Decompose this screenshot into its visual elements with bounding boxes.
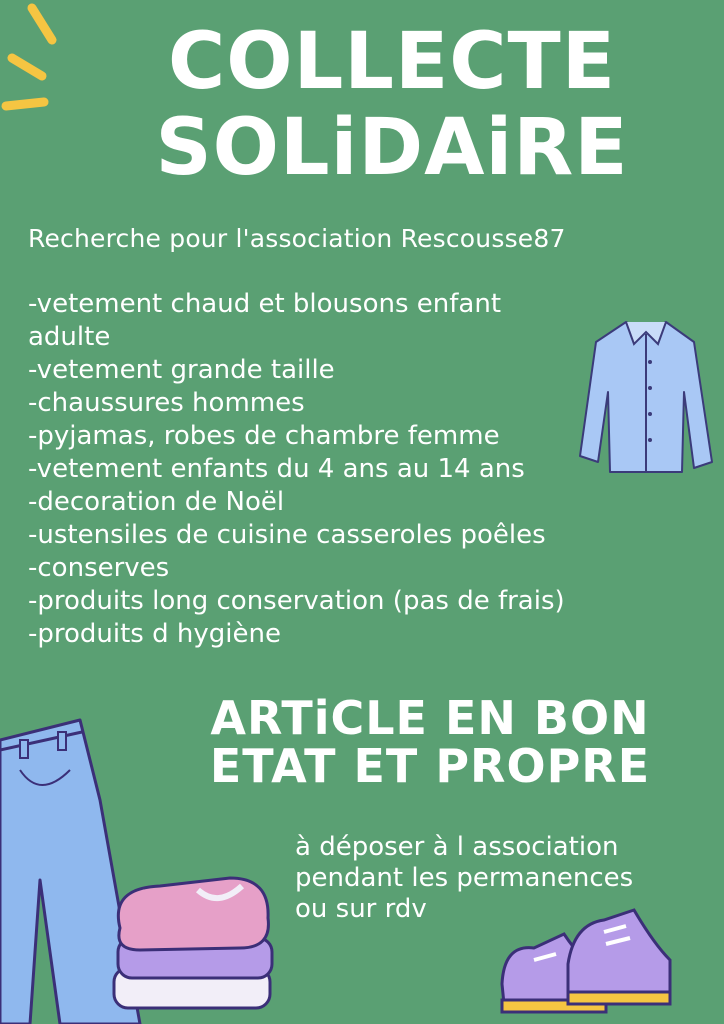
title-line-2: SOLiDAiRE <box>155 103 629 193</box>
list-item: -produits d hygiène <box>28 619 281 649</box>
list-item: -chaussures hommes <box>28 388 305 418</box>
headline-line-1: ARTiCLE EN BON <box>210 691 650 745</box>
list-item: -conserves <box>28 553 170 583</box>
list-item: adulte <box>28 322 111 352</box>
title-line-1: COLLECTE <box>168 17 616 107</box>
item-list <box>28 288 628 651</box>
drop-off-line: à déposer à l association <box>295 832 619 862</box>
folded-clothes-illustration <box>100 868 280 1024</box>
headline-line-2: ETAT ET PROPRE <box>209 739 651 793</box>
drop-off-line: pendant les permanences <box>295 863 634 893</box>
sneakers-illustration <box>494 904 674 1022</box>
list-item: -produits long conservation (pas de frais) <box>28 586 565 616</box>
drop-off-line: ou sur rdv <box>295 894 427 924</box>
list-item: -vetement enfants du 4 ans au 14 ans <box>28 454 525 484</box>
list-item: -vetement chaud et blousons enfant <box>28 289 502 319</box>
shirt-illustration <box>576 312 716 480</box>
list-item: -ustensiles de cuisine casseroles poêles <box>28 520 546 550</box>
list-item: -vetement grande taille <box>28 355 335 385</box>
list-item: -decoration de Noël <box>28 487 285 517</box>
list-item: -pyjamas, robes de chambre femme <box>28 421 500 451</box>
intro-text: Recherche pour l'association Rescousse87 <box>28 224 566 253</box>
